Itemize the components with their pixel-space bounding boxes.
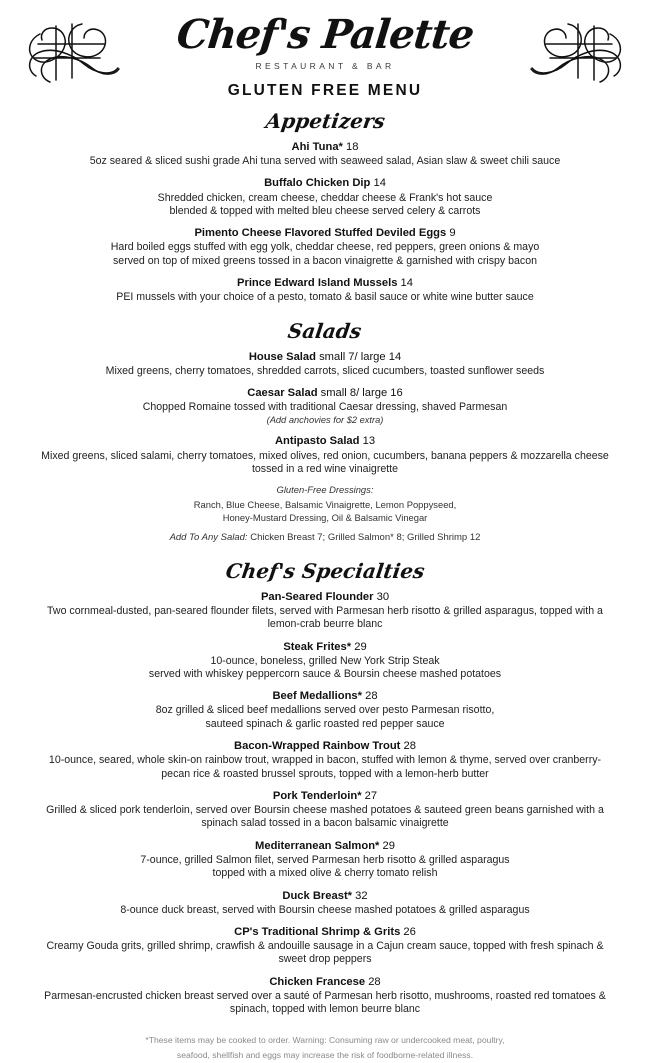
menu-item [18, 975, 632, 1017]
menu-item-description-2: tossed in a red wine vinaigrette [251, 462, 399, 475]
menu-item-description: Shredded chicken, cream cheese, cheddar cheese & Frank's hot sauce [157, 191, 493, 204]
menu-item-description: 10-ounce, boneless, grilled New York Strip Steak [210, 654, 440, 667]
menu-item-name: Beef Medallions* 28 [272, 690, 378, 703]
menu-item-price: 29 [354, 640, 367, 653]
menu-item [18, 640, 632, 682]
section-title: Salads [286, 318, 364, 343]
menu-item-name: Ahi Tuna* 18 [291, 141, 359, 153]
add-to-any-salad-label: Add To Any Salad: [169, 531, 248, 543]
disclaimer-line-2: seafood, shellfish and eggs may increase the risk of foodborne-related illness. [176, 1049, 474, 1060]
menu-item-description-2: sweet drop peppers [278, 953, 372, 966]
menu-item-description-2: served on top of mixed greens tossed in a bacon vinaigrette & garnished with crispy bacon [113, 254, 537, 267]
menu-item-description: 7-ounce, grilled Salmon filet, served Parmesan herb risotto & grilled asparagus [140, 853, 510, 866]
menu-item [18, 689, 632, 731]
menu-item-price: small 8/ large 16 [320, 386, 403, 399]
menu-item-description: Grilled & sliced pork tenderloin, served over Boursin cheese mashed potatoes & sauteed green beans garnished with a [46, 804, 604, 817]
menu-item-description-2: spinach, topped with lemon beurre blanc [229, 1003, 421, 1016]
menu-item-description: Hard boiled eggs stuffed with egg yolk, cheddar cheese, red peppers, green onions & mayo [110, 241, 540, 254]
dressings-title: Gluten-Free Dressings: [276, 484, 374, 496]
menu-item-price: 14 [373, 177, 386, 190]
section-salads [18, 319, 632, 543]
menu-item-description: Parmesan-encrusted chicken breast served over a sauté of Parmesan herb risotto, mushrooms, roasted red tomatoes & [44, 989, 606, 1002]
menu-item-price: 30 [376, 590, 390, 603]
menu-item-description: Creamy Gouda grits, grilled shrimp, crawfish & andouille sausage in a Cajun cream sauce, topped with fresh spinach & [46, 940, 604, 953]
menu-item-price: small 7/ large 14 [319, 350, 402, 363]
menu-item-name: Buffalo Chicken Dip 14 [264, 177, 386, 190]
menu-item [18, 386, 632, 427]
section-chefs-specialties [18, 559, 632, 1017]
menu-item [18, 839, 632, 881]
menu-item-description-2: spinach salad tossed in a bacon balsamic vinaigrette [201, 817, 449, 830]
menu-item-description: 8oz grilled & sliced beef medallions served over pesto Parmesan risotto, [155, 704, 495, 717]
menu-item-name: Bacon-Wrapped Rainbow Trout 28 [234, 740, 416, 753]
menu-item-note: (Add anchovies for $2 extra) [266, 415, 384, 426]
menu-item [18, 739, 632, 781]
dressings-line-2: Honey-Mustard Dressing, Oil & Balsamic Vinegar [222, 511, 428, 523]
menu-item-description-2: served with whiskey peppercorn sauce & Boursin cheese mashed potatoes [148, 667, 502, 680]
menu-item-price: 28 [403, 740, 416, 753]
menu-item-description-2: topped with a mixed olive & cherry tomato relish [212, 867, 438, 880]
menu-item [18, 590, 632, 632]
menu-item-description: Mixed greens, sliced salami, cherry tomatoes, mixed olives, red onion, cucumbers, banana peppers & mozzarella cheese [41, 449, 609, 462]
menu-header [18, 0, 632, 100]
section-title: Appetizers [263, 109, 387, 133]
menu-item-description-2: sauteed spinach & garlic roasted red pepper sauce [205, 717, 445, 730]
menu-item [18, 925, 632, 967]
menu-item-price: 29 [382, 839, 395, 852]
section-appetizers [18, 109, 632, 305]
menu-item [18, 226, 632, 268]
menu-item-description: 8-ounce duck breast, served with Boursin cheese mashed potatoes & grilled asparagus [120, 903, 530, 916]
menu-item [18, 350, 632, 378]
menu-item-price: 18 [346, 141, 359, 153]
menu-item-name: House Salad small 7/ large 14 [248, 350, 402, 363]
menu-item-description: PEI mussels with your choice of a pesto, tomato & basil sauce or white wine butter sauce [116, 291, 534, 304]
menu-item-name: Steak Frites* 29 [283, 640, 367, 653]
menu-item-description: Mixed greens, cherry tomatoes, shredded carrots, sliced cucumbers, toasted sunflower seeds [105, 364, 545, 377]
brand-subtitle: RESTAURANT & BAR [255, 61, 395, 71]
menu-item-name: Caesar Salad small 8/ large 16 [247, 386, 403, 399]
dressings-line-1: Ranch, Blue Cheese, Balsamic Vinaigrette, Lemon Poppyseed, [193, 499, 457, 511]
menu-item-name: Pork Tenderloin* 27 [272, 789, 378, 802]
menu-item [18, 140, 632, 168]
add-to-any-salad [18, 532, 632, 543]
disclaimer-line-1: *These items may be cooked to order. Warning: Consuming raw or undercooked meat, poultry, [145, 1034, 505, 1045]
section-title: Chef's Specialties [224, 558, 426, 583]
menu-item-name: Mediterranean Salmon* 29 [255, 839, 395, 852]
menu-item-price: 27 [364, 789, 378, 802]
menu-item-price: 14 [400, 277, 413, 290]
menu-item-name: Chicken Francese 28 [269, 975, 381, 988]
menu-item-description: Chopped Romaine tossed with traditional Caesar dressing, shaved Parmesan [142, 401, 508, 414]
menu-item [18, 276, 632, 304]
menu-item [18, 889, 632, 917]
footer-disclaimer [18, 1033, 632, 1063]
menu-item-name: Pan-Seared Flounder 30 [260, 590, 390, 603]
menu-item-description: 10-ounce, seared, whole skin-on rainbow trout, wrapped in bacon, stuffed with lemon & thyme, served over cranberry- [48, 754, 602, 767]
calligraphic-flourish-icon [526, 14, 630, 88]
add-to-any-salad-options: Chicken Breast 7; Grilled Salmon* 8; Grilled Shrimp 12 [247, 531, 481, 543]
menu-item [18, 434, 632, 476]
menu-item-name: Pimento Cheese Flavored Stuffed Deviled Eggs 9 [194, 227, 456, 240]
menu-item-price: 9 [449, 227, 456, 240]
menu-item-name: Duck Breast* 32 [282, 889, 368, 902]
menu-item-description-2: blended & topped with melted bleu cheese served celery & carrots [169, 204, 481, 217]
page-title: GLUTEN FREE MENU [227, 82, 423, 99]
menu-item-price: 26 [403, 925, 416, 938]
gluten-free-dressings [18, 484, 632, 523]
menu-item-description-2: pecan rice & roasted brussel sprouts, topped with a lemon-herb butter [161, 767, 489, 780]
menu-item-price: 28 [365, 690, 378, 703]
brand-name: Chef's Palette [174, 11, 476, 58]
menu-item-name: Prince Edward Island Mussels 14 [237, 277, 413, 290]
menu-item [18, 176, 632, 218]
menu-item-price: 28 [368, 975, 381, 988]
menu-item [18, 789, 632, 831]
menu-item-description-2: lemon-crab beurre blanc [267, 618, 383, 631]
menu-item-price: 13 [362, 435, 376, 448]
menu-item-name: Antipasto Salad 13 [274, 435, 376, 448]
menu-item-price: 32 [355, 889, 368, 902]
menu-item-description: Two cornmeal-dusted, pan-seared flounder filets, served with Parmesan herb risotto & grilled asparagus, topped with a [47, 604, 603, 617]
calligraphic-flourish-icon [20, 14, 124, 88]
menu-item-name: CP's Traditional Shrimp & Grits 26 [234, 925, 416, 938]
menu-item-description: 5oz seared & sliced sushi grade Ahi tuna served with seaweed salad, Asian slaw & sweet chili sauce [89, 155, 561, 168]
